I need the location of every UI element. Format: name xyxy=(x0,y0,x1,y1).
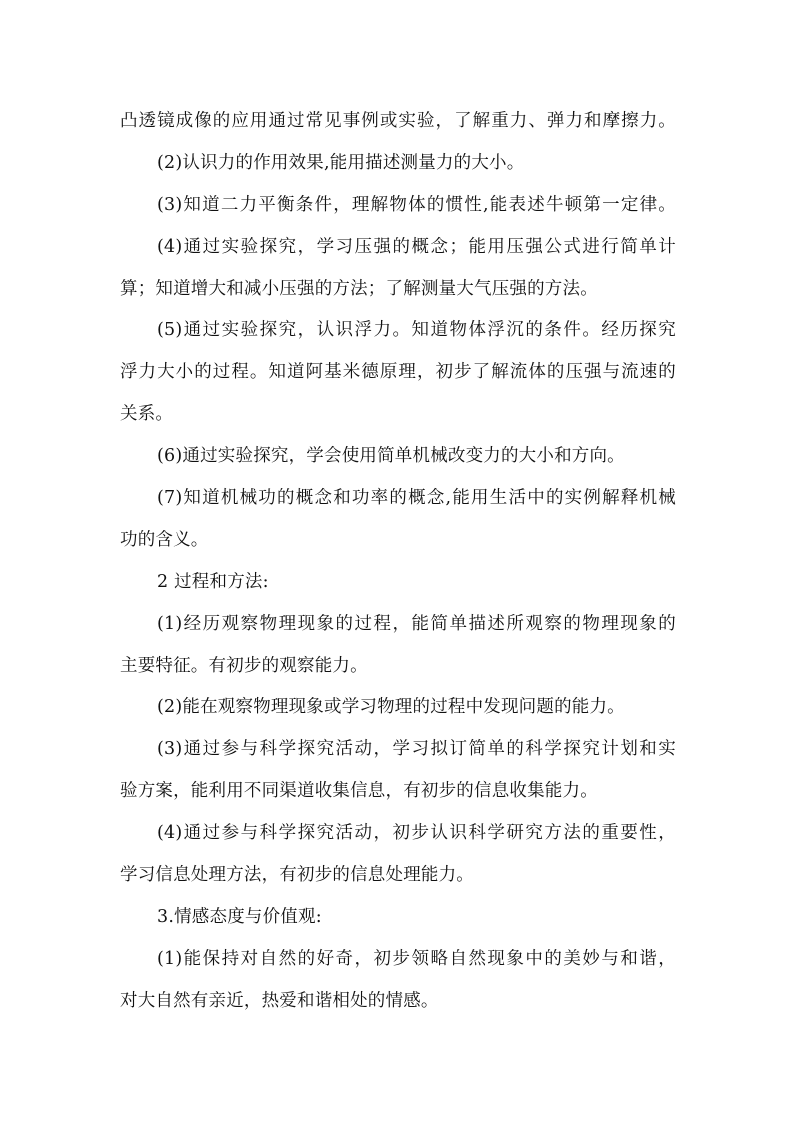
text-line: (4)通过实验探究，学习压强的概念；能用压强公式进行简单计 xyxy=(157,236,676,257)
text-line: (1)能保持对自然的好奇，初步领略自然现象中的美妙与和谐， xyxy=(157,948,676,969)
text-line: 验方案，能利用不同渠道收集信息，有初步的信息收集能力。 xyxy=(120,781,598,802)
section-heading: 3.情感态度与价值观: xyxy=(157,906,322,927)
text-line: 关系。 xyxy=(120,404,174,425)
text-line: 学习信息处理方法，有初步的信息处理能力。 xyxy=(120,865,474,886)
text-line: (5)通过实验探究，认识浮力。知道物体浮沉的条件。经历探究 xyxy=(157,320,676,341)
text-line: (2)能在观察物理现象或学习物理的过程中发现问题的能力。 xyxy=(157,697,625,718)
text-line: 算；知道增大和减小压强的方法；了解测量大气压强的方法。 xyxy=(120,278,598,299)
text-line: (3)知道二力平衡条件，理解物体的惯性,能表述牛顿第一定律。 xyxy=(157,194,676,215)
text-line: 主要特征。有初步的观察能力。 xyxy=(120,655,368,676)
text-line: 功的含义。 xyxy=(120,529,209,550)
text-line: 浮力大小的过程。知道阿基米德原理，初步了解流体的压强与流速的 xyxy=(120,362,676,383)
text-line: 凸透镜成像的应用通过常见事例或实验，了解重力、弹力和摩擦力。 xyxy=(120,111,676,131)
text-line: (3)通过参与科学探究活动，学习拟订简单的科学探究计划和实 xyxy=(157,739,676,760)
text-line: 对大自然有亲近，热爱和谐相处的情感。 xyxy=(120,990,439,1011)
text-line: (6)通过实验探究，学会使用简单机械改变力的大小和方向。 xyxy=(157,446,625,467)
text-line: (7)知道机械功的概念和功率的概念,能用生活中的实例解释机械 xyxy=(157,488,676,509)
text-line: (4)通过参与科学探究活动，初步认识科学研究方法的重要性， xyxy=(157,823,676,844)
section-heading: 2 过程和方法: xyxy=(157,571,269,592)
text-line: (2)认识力的作用效果,能用描述测量力的大小。 xyxy=(157,152,525,173)
text-line: (1)经历观察物理现象的过程，能简单描述所观察的物理现象的 xyxy=(157,613,676,634)
document-body xyxy=(120,101,676,1023)
